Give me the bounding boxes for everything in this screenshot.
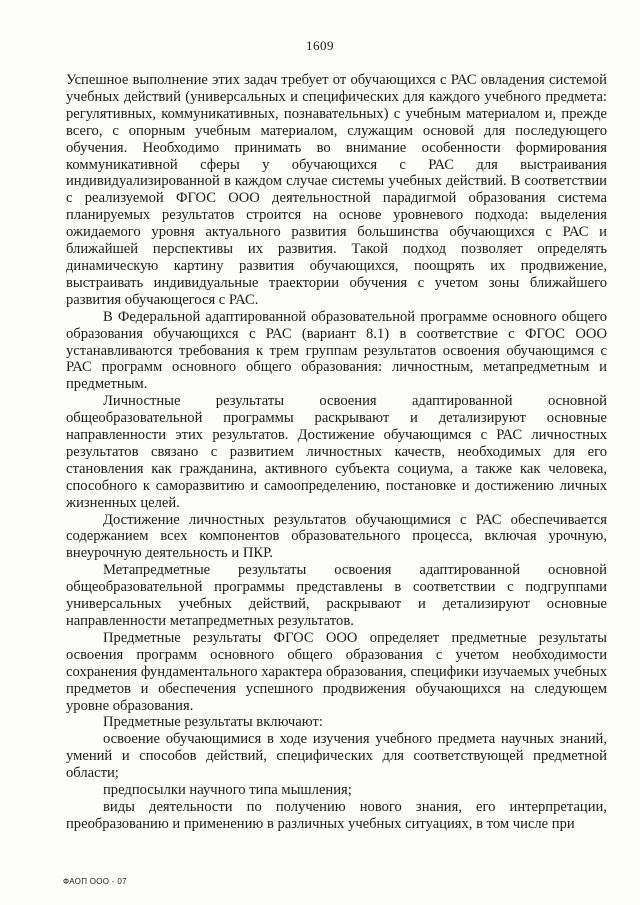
paragraph: В Федеральной адаптированной образовательной программе основного общего образования обучающихся с РАС (вариант 8.1) в соответствие с ФГОС ООО устанавливаются требования к трем группам результатов освоения обучающимся с РАС программ основного общего образования: личностным, метапредметным и предметным. bbox=[66, 308, 607, 393]
paragraph: Предметные результаты ФГОС ООО определяет предметные результаты освоения программ основного общего образования с учетом необходимости сохранения фундаментального характера образования, специфики изучаемых учебных предметов и обеспечения успешного продвижения обучающихся на следующем уровне образования. bbox=[66, 629, 607, 714]
page-number: 1609 bbox=[306, 38, 334, 53]
paragraph: Предметные результаты включают: bbox=[103, 714, 323, 731]
paragraph: предпосылки научного типа мышления; bbox=[103, 782, 352, 799]
paragraph: освоение обучающимися в ходе изучения учебного предмета научных знаний, умений и способов действий, специфических для соответствующей предметной области; bbox=[66, 731, 607, 782]
paragraph: Личностные результаты освоения адаптированной основной общеобразовательной программы раскрывают и детализируют основные направленности этих результатов. Достижение обучающимся с РАС личностных результатов связано с развитием личностных качеств, необходимых для его становления как гражданина, активного субъекта социума, а также как человека, способного к саморазвитию и самоопределению, постановке и достижению личных жизненных целей. bbox=[66, 393, 607, 511]
paragraph: Метапредметные результаты освоения адаптированной основной общеобразовательной программы представлены в соответствии с подгруппами универсальных учебных действий, раскрывают и детализируют основные направленности метапредметных результатов. bbox=[66, 562, 607, 629]
document-code-footer: ФАОП ООО - 07 bbox=[63, 877, 127, 886]
paragraph: Успешное выполнение этих задач требует от обучающихся с РАС овладения системой учебных действий (универсальных и специфических для каждого учебного предмета: регулятивных, коммуникативных, познавательных) с учебным материалом и, прежде всего, с опорным учебным материалом, служащим основой для последующего обучения. Необходимо принимать во внимание особенности формирования коммуникативной сферы у обучающихся с РАС для выстраивания индивидуализированной в каждом случае системы учебных действий. В соответствии с реализуемой ФГОС ООО деятельностной парадигмой образования система планируемых результатов строится на основе уровневого подхода: выделения ожидаемого уровня актуального развития большинства обучающихся с РАС и ближайшей перспективы их развития. Такой подход позволяет определять динамическую картину развития обучающихся, поощрять их продвижение, выстраивать индивидуальные траектории обучения с учетом зоны ближайшего развития обучающегося с РАС. bbox=[66, 72, 607, 308]
document-body bbox=[66, 72, 607, 833]
paragraph: виды деятельности по получению нового знания, его интерпретации, преобразованию и применению в различных учебных ситуациях, в том числе при bbox=[66, 798, 607, 832]
paragraph: Достижение личностных результатов обучающимися с РАС обеспечивается содержанием всех компонентов образовательного процесса, включая урочную, внеурочную деятельность и ПКР. bbox=[66, 511, 607, 562]
